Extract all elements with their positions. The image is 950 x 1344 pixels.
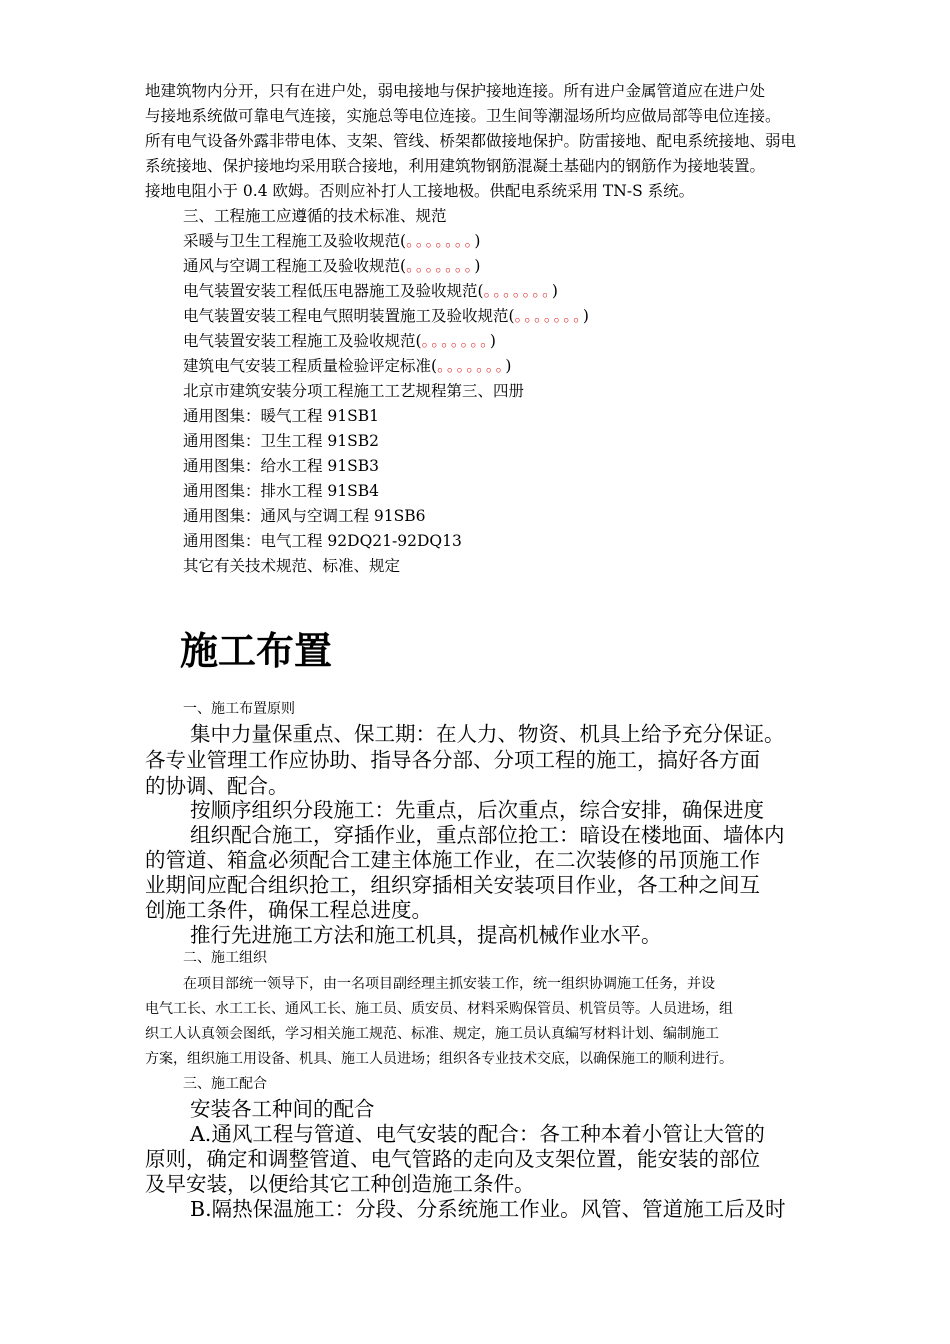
standard-item: 通用图集：排水工程 91SB4	[183, 482, 380, 500]
paragraph-line: 组织配合施工，穿插作业，重点部位抢工：暗设在楼地面、墙体内	[190, 823, 785, 847]
placeholder-dots: 。。。。。。。	[514, 307, 583, 325]
part2-heading: 二、施工组织	[183, 950, 267, 966]
standard-item: 通用图集：给水工程 91SB3	[183, 457, 380, 475]
paragraph-line: 业期间应配合组织抢工，组织穿插相关安装项目作业，各工种之间互	[145, 873, 760, 897]
intro-line: 所有电气设备外露非带电体、支架、管线、桥架都做接地保护。防雷接地、配电系统接地、弱电	[145, 132, 797, 150]
standards-heading: 三、工程施工应遵循的技术标准、规范	[183, 207, 447, 225]
paragraph-line: 各专业管理工作应协助、指导各分部、分项工程的施工，搞好各方面	[145, 748, 760, 772]
placeholder-dots: 。。。。。。。	[437, 357, 506, 375]
paragraph-line: 推行先进施工方法和施工机具，提高机械作业水平。	[190, 923, 662, 947]
standard-item: 建筑电气安装工程质量检验评定标准(。。。。。。。)	[183, 357, 512, 375]
paragraph-line: 的管道、箱盒必须配合工建主体施工作业，在二次装修的吊顶施工作	[145, 848, 760, 872]
section-title: 施工布置	[180, 629, 333, 673]
intro-line: 系统接地、保护接地均采用联合接地，利用建筑物钢筋混凝土基础内的钢筋作为接地装置。	[145, 157, 766, 175]
placeholder-dots: 。。。。。。。	[406, 232, 475, 250]
standard-item: 电气装置安装工程低压电器施工及验收规范(。。。。。。。)	[183, 282, 558, 300]
standard-item: 其它有关技术规范、标准、规定	[183, 557, 401, 575]
paragraph-line: 安装各工种间的配合	[190, 1097, 375, 1121]
placeholder-dots: 。。。。。。。	[406, 257, 475, 275]
paragraph-line: 集中力量保重点、保工期：在人力、物资、机具上给予充分保证。	[190, 722, 785, 746]
standard-item: 通用图集：卫生工程 91SB2	[183, 432, 380, 450]
standard-item: 通用图集：电气工程 92DQ21-92DQ13	[183, 532, 462, 550]
paragraph-line: 在项目部统一领导下，由一名项目副经理主抓安装工作，统一组织协调施工任务，并设	[183, 976, 715, 992]
paragraph-line: 电气工长、水工工长、通风工长、施工员、质安员、材料采购保管员、机管员等。人员进场，组	[145, 1001, 733, 1017]
paragraph-line: 方案，组织施工用设备、机具、施工人员进场；组织各专业技术交底，以确保施工的顺利进行。	[145, 1051, 733, 1067]
paragraph-line: 按顺序组织分段施工：先重点，后次重点，综合安排，确保进度	[190, 798, 764, 822]
standard-item: 通用图集：通风与空调工程 91SB6	[183, 507, 426, 525]
standard-item: 电气装置安装工程电气照明装置施工及验收规范(。。。。。。。)	[183, 307, 589, 325]
part1-heading: 一、施工布置原则	[183, 701, 295, 717]
paragraph-line: 及早安装，以便给其它工种创造施工条件。	[145, 1172, 535, 1196]
standard-item: 通用图集：暖气工程 91SB1	[183, 407, 380, 425]
standard-item: 通风与空调工程施工及验收规范(。。。。。。。)	[183, 257, 481, 275]
intro-line: 地建筑物内分开，只有在进户处，弱电接地与保护接地连接。所有进户金属管道应在进户处	[145, 82, 766, 100]
standard-item: 电气装置安装工程施工及验收规范(。。。。。。。)	[183, 332, 496, 350]
placeholder-dots: 。。。。。。。	[421, 332, 490, 350]
intro-line: 与接地系统做可靠电气连接，实施总等电位连接。卫生间等潮湿场所均应做局部等电位连接。	[145, 107, 781, 125]
placeholder-dots: 。。。。。。。	[483, 282, 552, 300]
paragraph-line: B.隔热保温施工：分段、分系统施工作业。风管、管道施工后及时	[190, 1197, 786, 1221]
standard-item: 北京市建筑安装分项工程施工工艺规程第三、四册	[183, 382, 525, 400]
standard-item: 采暖与卫生工程施工及验收规范(。。。。。。。)	[183, 232, 481, 250]
paragraph-line: 织工人认真领会图纸，学习相关施工规范、标准、规定，施工员认真编写材料计划、编制施工	[145, 1026, 719, 1042]
paragraph-line: A.通风工程与管道、电气安装的配合：各工种本着小管让大管的	[190, 1122, 765, 1146]
paragraph-line: 的协调、配合。	[145, 774, 289, 798]
intro-line: 接地电阻小于 0.4 欧姆。否则应补打人工接地极。供配电系统采用 TN-S 系统。	[145, 182, 695, 200]
part3-heading: 三、施工配合	[183, 1076, 267, 1092]
paragraph-line: 原则，确定和调整管道、电气管路的走向及支架位置，能安装的部位	[145, 1147, 760, 1171]
paragraph-line: 创施工条件，确保工程总进度。	[145, 898, 432, 922]
